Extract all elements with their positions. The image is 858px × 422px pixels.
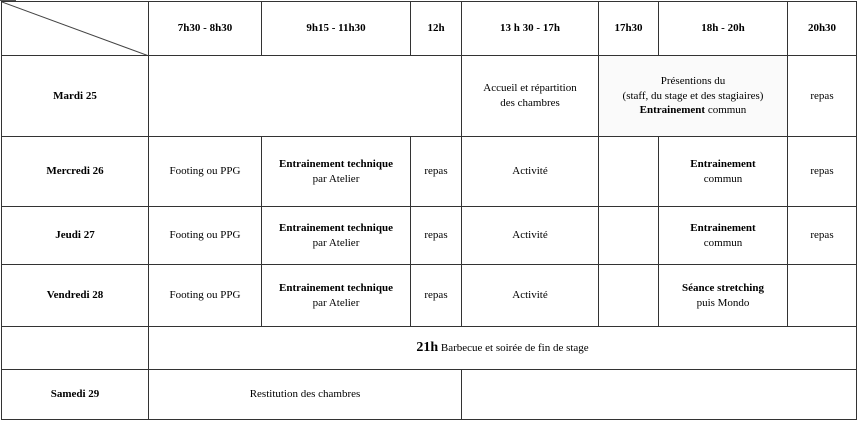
commun-text: commun <box>703 236 743 249</box>
repas-midi-cell: repas <box>411 137 462 207</box>
empty-cell <box>599 137 659 207</box>
accueil-line-1: Accueil et répartition <box>483 82 577 95</box>
activite-cell: Activité <box>462 207 599 265</box>
technique-cell <box>262 137 411 207</box>
repas-midi-cell: repas <box>411 265 462 327</box>
presentation-line-2: (staff, du stage et des stagiaires) <box>622 89 764 102</box>
row-samedi <box>2 370 857 420</box>
corner-cell <box>2 2 149 56</box>
atelier-text: par Atelier <box>312 236 360 249</box>
header-row <box>2 2 857 56</box>
accueil-cell <box>462 56 599 137</box>
empty-cell <box>2 327 149 370</box>
schedule-table <box>1 1 857 420</box>
technique-cell <box>262 207 411 265</box>
entrainement-bold: Entrainement <box>639 104 706 117</box>
mondo-text: puis Mondo <box>696 296 750 309</box>
empty-cell <box>599 207 659 265</box>
footing-cell: Footing ou PPG <box>149 265 262 327</box>
barbecue-text: Barbecue et soirée de fin de stage <box>438 341 589 354</box>
row-barbecue <box>2 327 857 370</box>
entrainement-title: Entrainement <box>690 157 756 170</box>
commun-text: commun <box>703 172 743 185</box>
day-label: Samedi 29 <box>2 370 149 420</box>
technique-title: Entrainement technique <box>279 221 393 234</box>
time-header-3: 12h <box>411 2 462 56</box>
technique-cell <box>262 265 411 327</box>
time-header-1: 7h30 - 8h30 <box>149 2 262 56</box>
time-header-4: 13 h 30 - 17h <box>462 2 599 56</box>
repas-midi-cell: repas <box>411 207 462 265</box>
day-label: Mardi 25 <box>2 56 149 137</box>
presentation-line-3 <box>601 103 785 118</box>
activite-cell: Activité <box>462 265 599 327</box>
entrainement-title: Entrainement <box>690 221 756 234</box>
restitution-cell: Restitution des chambres <box>149 370 462 420</box>
diagonal-line <box>2 2 149 56</box>
entrainement-cell <box>659 207 788 265</box>
row-mercredi <box>2 137 857 207</box>
presentation-cell <box>599 56 788 137</box>
day-label: Vendredi 28 <box>2 265 149 327</box>
footing-cell: Footing ou PPG <box>149 137 262 207</box>
barbecue-time: 21h <box>416 339 439 355</box>
day-label: Mercredi 26 <box>2 137 149 207</box>
commun-text: commun <box>705 104 747 117</box>
empty-cell <box>788 265 857 327</box>
repas-cell: repas <box>788 56 857 137</box>
stretching-title: Séance stretching <box>682 281 764 294</box>
entrainement-cell <box>659 137 788 207</box>
time-header-7: 20h30 <box>788 2 857 56</box>
time-header-2: 9h15 - 11h30 <box>262 2 411 56</box>
repas-soir-cell: repas <box>788 137 857 207</box>
row-mardi <box>2 56 857 137</box>
atelier-text: par Atelier <box>312 172 360 185</box>
stretching-cell <box>659 265 788 327</box>
time-header-6: 18h - 20h <box>659 2 788 56</box>
empty-cell <box>149 56 462 137</box>
technique-title: Entrainement technique <box>279 281 393 294</box>
footing-cell: Footing ou PPG <box>149 207 262 265</box>
repas-soir-cell: repas <box>788 207 857 265</box>
row-vendredi <box>2 265 857 327</box>
activite-cell: Activité <box>462 137 599 207</box>
technique-title: Entrainement technique <box>279 157 393 170</box>
barbecue-cell <box>149 327 857 370</box>
presentation-line-1: Présentions du <box>660 74 726 87</box>
atelier-text: par Atelier <box>312 296 360 309</box>
day-label: Jeudi 27 <box>2 207 149 265</box>
empty-cell <box>462 370 857 420</box>
time-header-5: 17h30 <box>599 2 659 56</box>
accueil-line-2: des chambres <box>500 97 560 109</box>
row-jeudi <box>2 207 857 265</box>
empty-cell <box>599 265 659 327</box>
